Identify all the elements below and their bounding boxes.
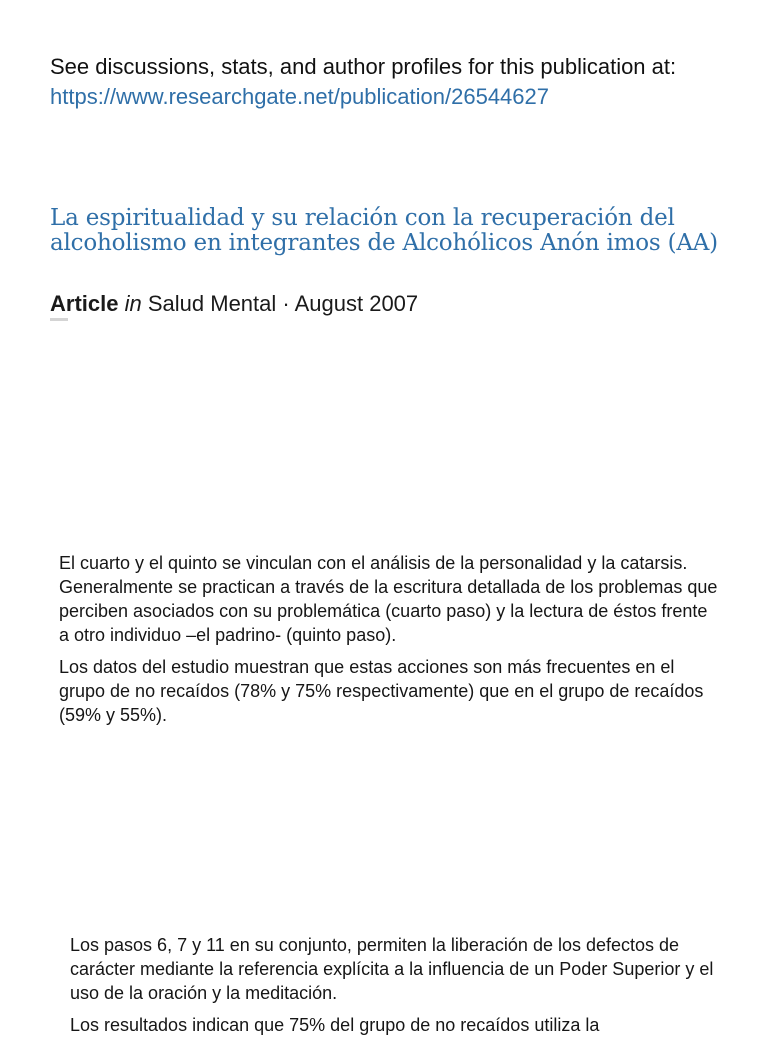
paragraph: Los datos del estudio muestran que estas acciones son más frecuentes en el grupo de no recaídos (78% y 75% respectivamente) que en el grupo de recaídos (59% y 55%).	[59, 657, 704, 725]
text-block-steps-4-5	[59, 551, 719, 735]
publication-journal-date[interactable]: Salud Mental · August 2007	[147, 291, 419, 316]
paragraph: El cuarto y el quinto se vinculan con el análisis de la personalidad y la catarsis. Generalmente se practican a través de la escritura detallada de los problemas que perciben asociados con su problemática (cuarto paso) y la lectura de éstos frente a otro individuo –el padrino- (quinto paso).	[59, 553, 718, 645]
researchgate-header	[50, 52, 740, 112]
paragraph: Los resultados indican que 75% del grupo de no recaídos utiliza la	[70, 1015, 600, 1035]
paragraph: Los pasos 6, 7 y 11 en su conjunto, permiten la liberación de los defectos de carácter mediante la referencia explícita a la influencia de un Poder Superior y el uso de la oración y la meditación.	[70, 935, 714, 1003]
publication-type: Article	[50, 291, 119, 316]
publication-link[interactable]: https://www.researchgate.net/publication/26544627	[50, 84, 549, 109]
publication-in-word: in	[124, 291, 142, 316]
text-block-steps-6-7-11	[70, 933, 730, 1045]
header-intro-text: See discussions, stats, and author profiles for this publication at:	[50, 54, 677, 79]
publication-title[interactable]: La espiritualidad y su relación con la recuperación del alcoholismo en integrantes de Alcohólicos Anón imos (AA)	[50, 205, 718, 256]
publication-meta	[50, 289, 418, 319]
faint-mark	[50, 318, 68, 321]
